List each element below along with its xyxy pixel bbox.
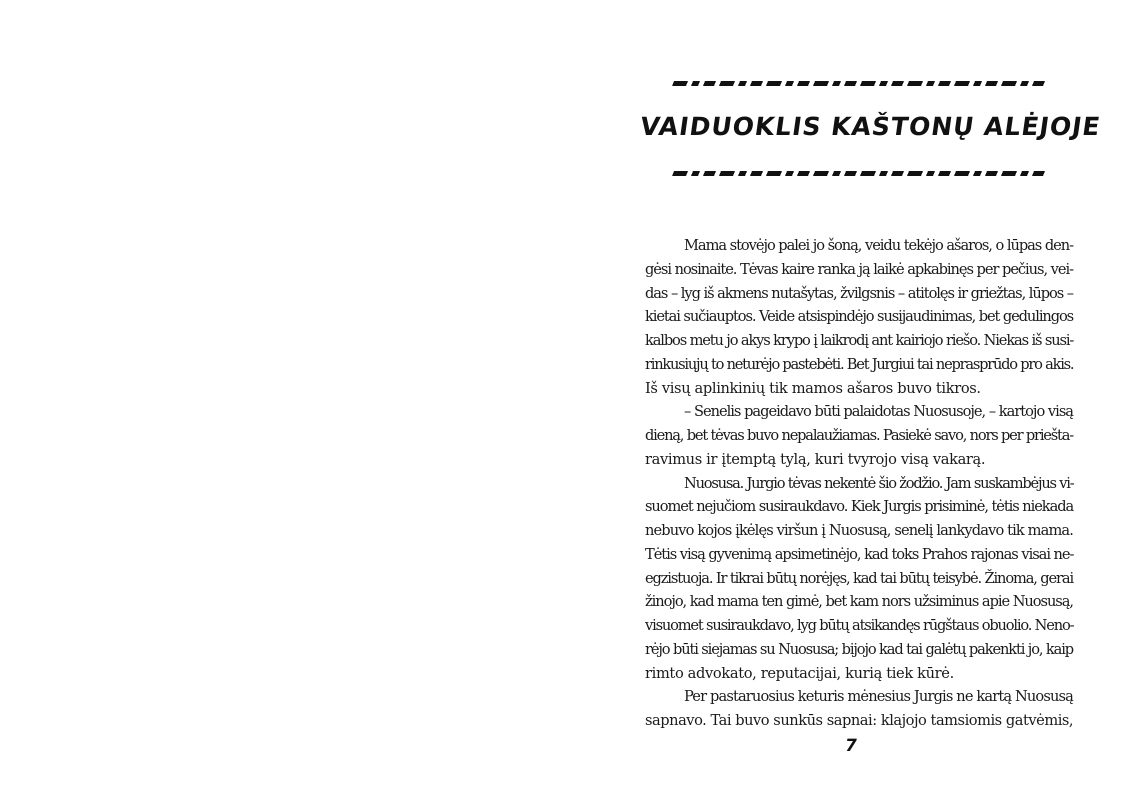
text-line: žinojo, kad mama ten gimė, bet kam nors užsiminus apie Nuosusą,	[645, 593, 1073, 611]
left-page-blank	[0, 0, 566, 801]
page-number: 7	[843, 736, 859, 756]
text-line: visuomet susiraukdavo, lyg būtų atsikandęs rūgštaus obuolio. Neno-	[645, 617, 1074, 634]
chapter-top-dashed-rule	[672, 81, 1046, 86]
text-line: dieną, bet tėvas buvo nepalaužiamas. Pasiekė savo, nors per priešta-	[645, 427, 1073, 444]
text-line: rinkusiųjų to neturėjo pastebėti. Bet Jurgiui tai neprasprūdo pro akis.	[645, 355, 1074, 373]
chapter-title: VAIDUOKLIS KAŠTONŲ ALĖJOJE	[638, 112, 1103, 141]
text-line: ravimus ir įtemptą tylą, kuri tvyrojo visą vakarą.	[645, 450, 986, 468]
chapter-bottom-dashed-rule	[672, 171, 1046, 176]
text-line: nebuvo kojos įkėlęs viršun į Nuosusą, senelį lankydavo tik mama.	[645, 522, 1073, 539]
text-line: das – lyg iš akmens nutašytas, žvilgsnis – atitolęs ir griežtas, lūpos –	[645, 284, 1073, 302]
text-line: egzistuoja. Ir tikrai būtų norėjęs, kad tai būtų teisybė. Žinoma, gerai	[645, 569, 1073, 587]
text-line: suomet nejučiom susiraukdavo. Kiek Jurgis prisiminė, tėtis niekada	[645, 498, 1074, 516]
text-line: Nuosusa. Jurgio tėvas nekentė šio žodžio. Jam suskambėjus vi-	[684, 474, 1074, 492]
text-line: sapnavo. Tai buvo sunkūs sapnai: klajojo tamsiomis gatvėmis,	[645, 712, 1074, 729]
text-line: kalbos metu jo akys krypo į laikrodį ant kairiojo riešo. Niekas iš susi-	[645, 332, 1074, 349]
text-line: kietai sučiauptos. Veide atsispindėjo susijaudinimas, bet gedulingos	[645, 308, 1074, 326]
text-line: rimto advokato, reputacijai, kurią tiek kūrė.	[645, 664, 954, 682]
text-line: – Senelis pageidavo būti palaidotas Nuosusoje, – kartojo visą	[684, 403, 1073, 421]
body-text	[645, 234, 1073, 733]
text-line: Tėtis visą gyvenimą apsimetinėjo, kad toks Prahos rajonas visai ne-	[645, 545, 1074, 563]
text-line: gėsi nosinaite. Tėvas kaire ranka ją laikė apkabinęs per pečius, vei-	[645, 260, 1073, 278]
text-line: Iš visų aplinkinių tik mamos ašaros buvo tikros.	[645, 379, 981, 397]
text-line: Mama stovėjo palei jo šoną, veidu tekėjo ašaros, o lūpas den-	[684, 237, 1073, 254]
text-line: rėjo būti siejamas su Nuosusa; bijojo kad tai galėtų pakenkti jo, kaip	[645, 640, 1073, 658]
text-line: Per pastaruosius keturis mėnesius Jurgis ne kartą Nuosusą	[684, 688, 1073, 706]
